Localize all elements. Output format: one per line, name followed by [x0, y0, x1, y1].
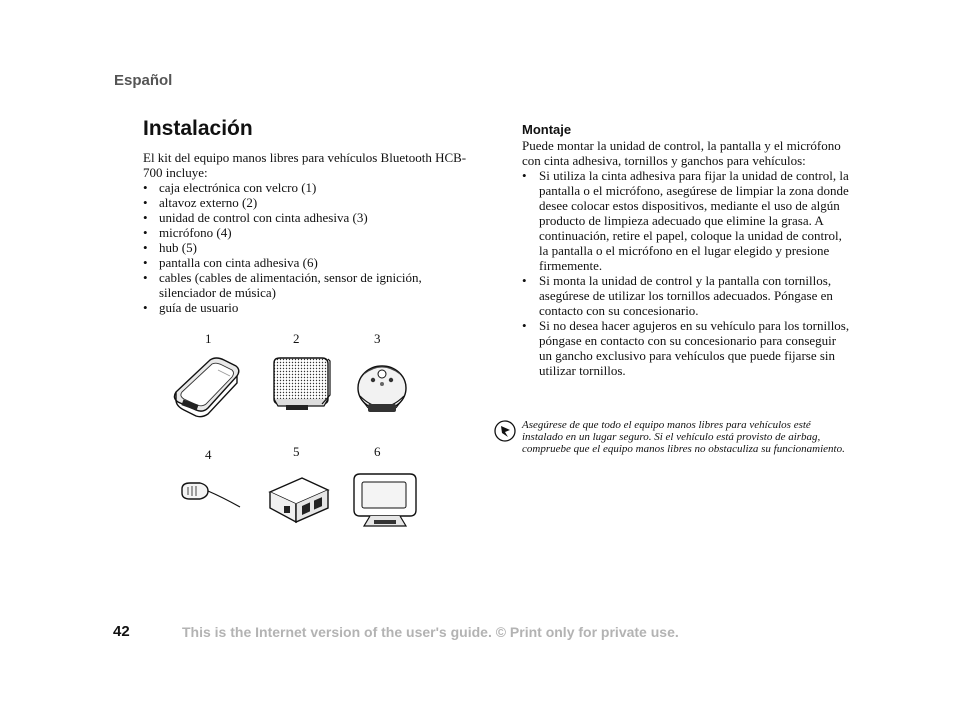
kit-item: • cables (cables de alimentación, sensor de ignición, silenciador de música) [143, 270, 473, 300]
page-title: Instalación [143, 117, 253, 140]
montaje-bullet: • Si utiliza la cinta adhesiva para fijar la unidad de control, la pantalla o el micrófono, asegúrese de limpiar la zona donde desee colocar estos dispositivos, mediante el uso de algún producto de limpieza adecuado que elimine la grasa. A continuación, retire el papel, coloque la unidad de control, la pantalla o el micrófono en el lugar elegido y presione firmemente. [522, 168, 852, 273]
montaje-bullet: • Si no desea hacer agujeros en su vehículo para los tornillos, póngase en contacto con su concesionario para conseguir un gancho exclusivo para vehículos que puede fijarse sin utilizar tornillos. [522, 318, 852, 378]
kit-item: • pantalla con cinta adhesiva (6) [143, 255, 473, 270]
figure-number-1: 1 [205, 331, 212, 346]
electronic-box-icon [170, 356, 242, 418]
kit-item: • micrófono (4) [143, 225, 473, 240]
figure-number-3: 3 [374, 331, 381, 346]
montaje-section [522, 122, 852, 378]
figure-number-5: 5 [293, 444, 300, 459]
montaje-bullet: • Si monta la unidad de control y la pantalla con tornillos, asegúrese de utilizar los tornillos adecuados. Póngase en contacto con su concesionario. [522, 273, 852, 318]
figure-number-4: 4 [205, 447, 212, 462]
montaje-intro: Puede montar la unidad de control, la pantalla y el micrófono con cinta adhesiva, tornillos y ganchos para vehículos: [522, 138, 841, 168]
footer-notice: This is the Internet version of the user's guide. © Print only for private use. [182, 624, 679, 640]
tip-icon [494, 420, 516, 442]
kit-item: • altavoz externo (2) [143, 195, 473, 210]
kit-item: • hub (5) [143, 240, 473, 255]
display-icon [350, 470, 420, 532]
section-heading-montaje: Montaje [522, 122, 572, 137]
kit-item: • guía de usuario [143, 300, 473, 315]
control-unit-icon [354, 358, 410, 418]
page-number: 42 [113, 623, 130, 640]
kit-item: • caja electrónica con velcro (1) [143, 180, 473, 195]
note-text: Asegúrese de que todo el equipo manos libres para vehículos esté instalado en un lugar seguro. Si el vehículo está provisto de airbag, compruebe que el equipo manos libres no obstaculiza su funcionamiento. [522, 419, 845, 455]
microphone-icon [178, 477, 244, 513]
figure-number-2: 2 [293, 331, 300, 346]
kit-contents [143, 150, 473, 315]
montaje-list [522, 168, 852, 378]
speaker-icon [270, 355, 332, 413]
hub-icon [266, 470, 332, 526]
kit-item: • unidad de control con cinta adhesiva (3) [143, 210, 473, 225]
kit-list [143, 180, 473, 315]
kit-intro: El kit del equipo manos libres para vehículos Bluetooth HCB-700 incluye: [143, 150, 467, 180]
figure-number-6: 6 [374, 444, 381, 459]
section-language-label: Español [114, 72, 173, 89]
